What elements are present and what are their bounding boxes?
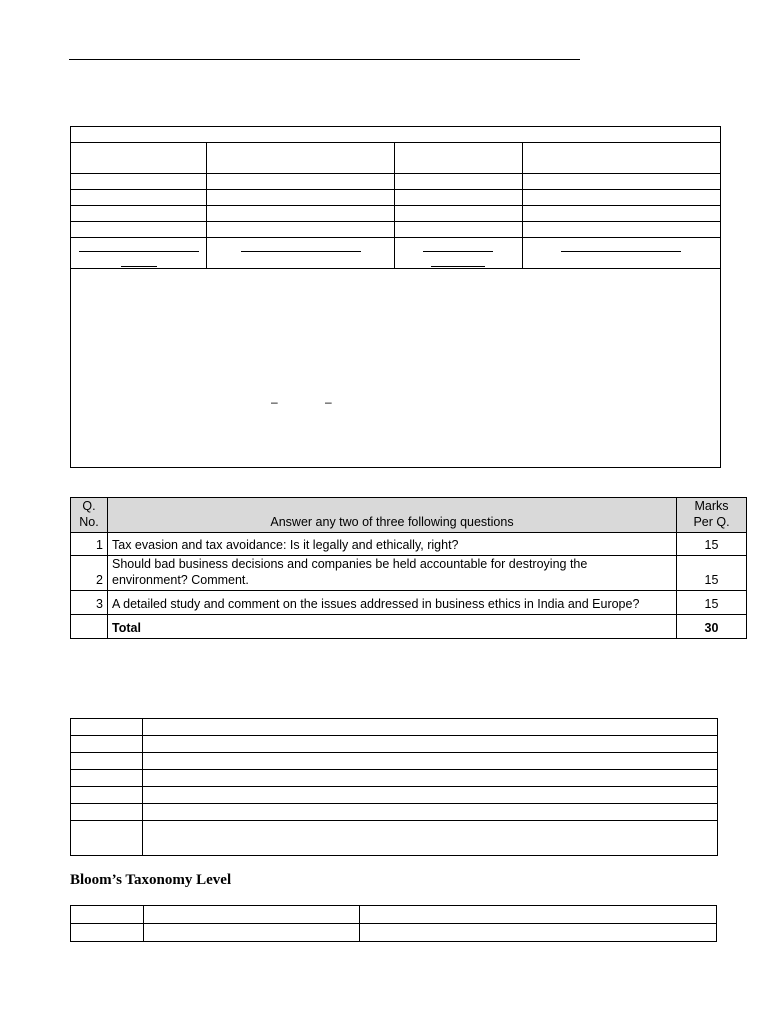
question-number: 1 — [71, 533, 108, 556]
question-text — [108, 556, 677, 591]
info-row — [71, 143, 721, 174]
outcome-row — [71, 719, 718, 736]
outcome-row — [71, 821, 718, 856]
instruction-header: Answer any two of three following questions — [108, 498, 677, 533]
info-row — [71, 190, 721, 206]
total-row — [71, 615, 747, 639]
dash-mark: – — [271, 395, 278, 409]
outcome-row — [71, 770, 718, 787]
dash-mark: – — [325, 395, 332, 409]
bloom-row — [71, 924, 717, 942]
questions-table — [70, 497, 747, 639]
total-empty — [71, 615, 108, 639]
question-marks: 15 — [677, 591, 747, 615]
question-text-line: environment? Comment. — [112, 573, 249, 587]
info-row — [71, 206, 721, 222]
question-text: Tax evasion and tax avoidance: Is it legally and ethically, right? — [108, 533, 677, 556]
outcome-row — [71, 753, 718, 770]
qno-header: Q. No. — [71, 498, 108, 533]
question-row — [71, 591, 747, 615]
signature-row — [71, 238, 721, 269]
bloom-table — [70, 905, 717, 942]
question-number: 3 — [71, 591, 108, 615]
bloom-row — [71, 906, 717, 924]
total-marks: 30 — [677, 615, 747, 639]
bloom-title: Bloom’s Taxonomy Level — [70, 872, 232, 888]
instructions-box — [71, 269, 721, 468]
info-table — [70, 126, 721, 468]
question-row — [71, 556, 747, 591]
question-text: A detailed study and comment on the issues addressed in business ethics in India and Europe? — [108, 591, 677, 615]
marks-header: Marks Per Q. — [677, 498, 747, 533]
outcome-row — [71, 736, 718, 753]
outcome-row — [71, 787, 718, 804]
question-text-line: Should bad business decisions and companies be held accountable for destroying the — [112, 557, 588, 571]
info-title-row — [71, 127, 721, 143]
question-marks: 15 — [677, 556, 747, 591]
info-row — [71, 222, 721, 238]
info-row — [71, 174, 721, 190]
total-label: Total — [108, 615, 677, 639]
question-row — [71, 533, 747, 556]
question-number: 2 — [71, 556, 108, 591]
outcome-row — [71, 804, 718, 821]
question-marks: 15 — [677, 533, 747, 556]
header-rule — [69, 59, 580, 60]
outcomes-table — [70, 718, 718, 856]
questions-header-row — [71, 498, 747, 533]
